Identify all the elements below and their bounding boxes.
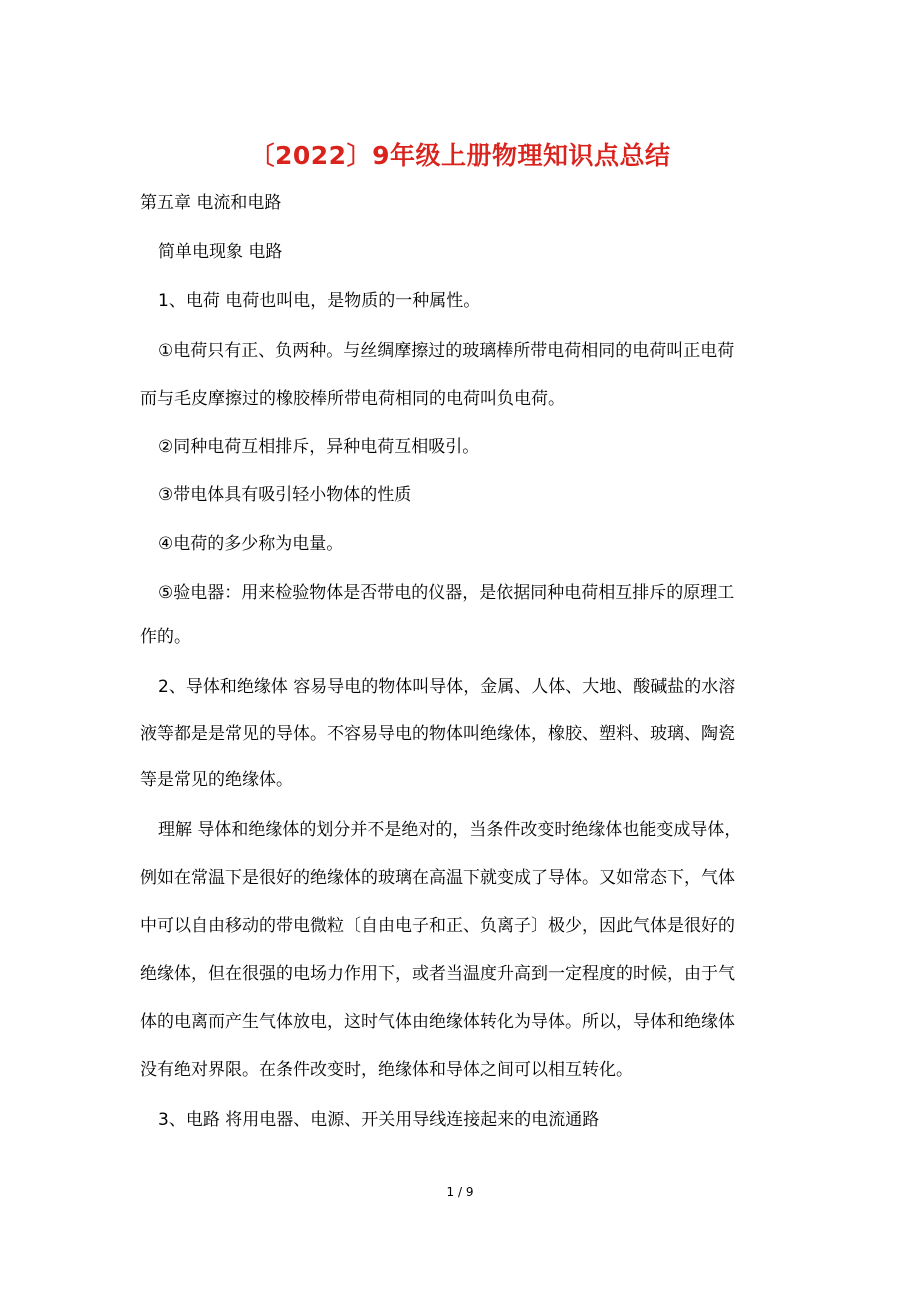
paragraph-line: ①电荷只有正、负两种。与丝绸摩擦过的玻璃棒所带电荷相同的电荷叫正电荷 <box>158 341 735 361</box>
paragraph-line: 理解 导体和绝缘体的划分并不是绝对的，当条件改变时绝缘体也能变成导体， <box>158 820 742 840</box>
section-heading: 简单电现象 电路 <box>158 242 283 262</box>
paragraph-line: 没有绝对界限。在条件改变时，绝缘体和导体之间可以相互转化。 <box>140 1060 633 1080</box>
paragraph-line: 等是常见的绝缘体。 <box>140 770 293 790</box>
document-title: 〔2022〕9年级上册物理知识点总结 <box>249 141 671 170</box>
paragraph-line: 中可以自由移动的带电微粒〔自由电子和正、负离子〕极少，因此气体是很好的 <box>140 916 735 936</box>
paragraph-line: 3、电路 将用电器、电源、开关用导线连接起来的电流通路 <box>158 1110 600 1130</box>
paragraph-line: 液等都是是常见的导体。不容易导电的物体叫绝缘体，橡胶、塑料、玻璃、陶瓷 <box>140 724 735 744</box>
paragraph-line: 2、导体和绝缘体 容易导电的物体叫导体，金属、人体、大地、酸碱盐的水溶 <box>158 677 736 697</box>
paragraph-line: 1、电荷 电荷也叫电，是物质的一种属性。 <box>158 291 481 311</box>
paragraph-line: 作的。 <box>140 627 191 647</box>
paragraph-line: 而与毛皮摩擦过的橡胶棒所带电荷相同的电荷叫负电荷。 <box>140 389 565 409</box>
paragraph-line: 绝缘体，但在很强的电场力作用下，或者当温度升高到一定程度的时候，由于气 <box>140 964 735 984</box>
paragraph-line: ③带电体具有吸引轻小物体的性质 <box>158 485 412 505</box>
chapter-heading: 第五章 电流和电路 <box>140 193 282 213</box>
paragraph-line: 例如在常温下是很好的绝缘体的玻璃在高温下就变成了导体。又如常态下，气体 <box>140 868 735 888</box>
paragraph-line: ⑤验电器：用来检验物体是否带电的仪器，是依据同种电荷相互排斥的原理工 <box>158 583 735 603</box>
page-indicator: 1 / 9 <box>446 1185 474 1199</box>
paragraph-line: ②同种电荷互相排斥，异种电荷互相吸引。 <box>158 437 480 457</box>
paragraph-line: 体的电离而产生气体放电，这时气体由绝缘体转化为导体。所以，导体和绝缘体 <box>140 1012 735 1032</box>
paragraph-line: ④电荷的多少称为电量。 <box>158 534 344 554</box>
